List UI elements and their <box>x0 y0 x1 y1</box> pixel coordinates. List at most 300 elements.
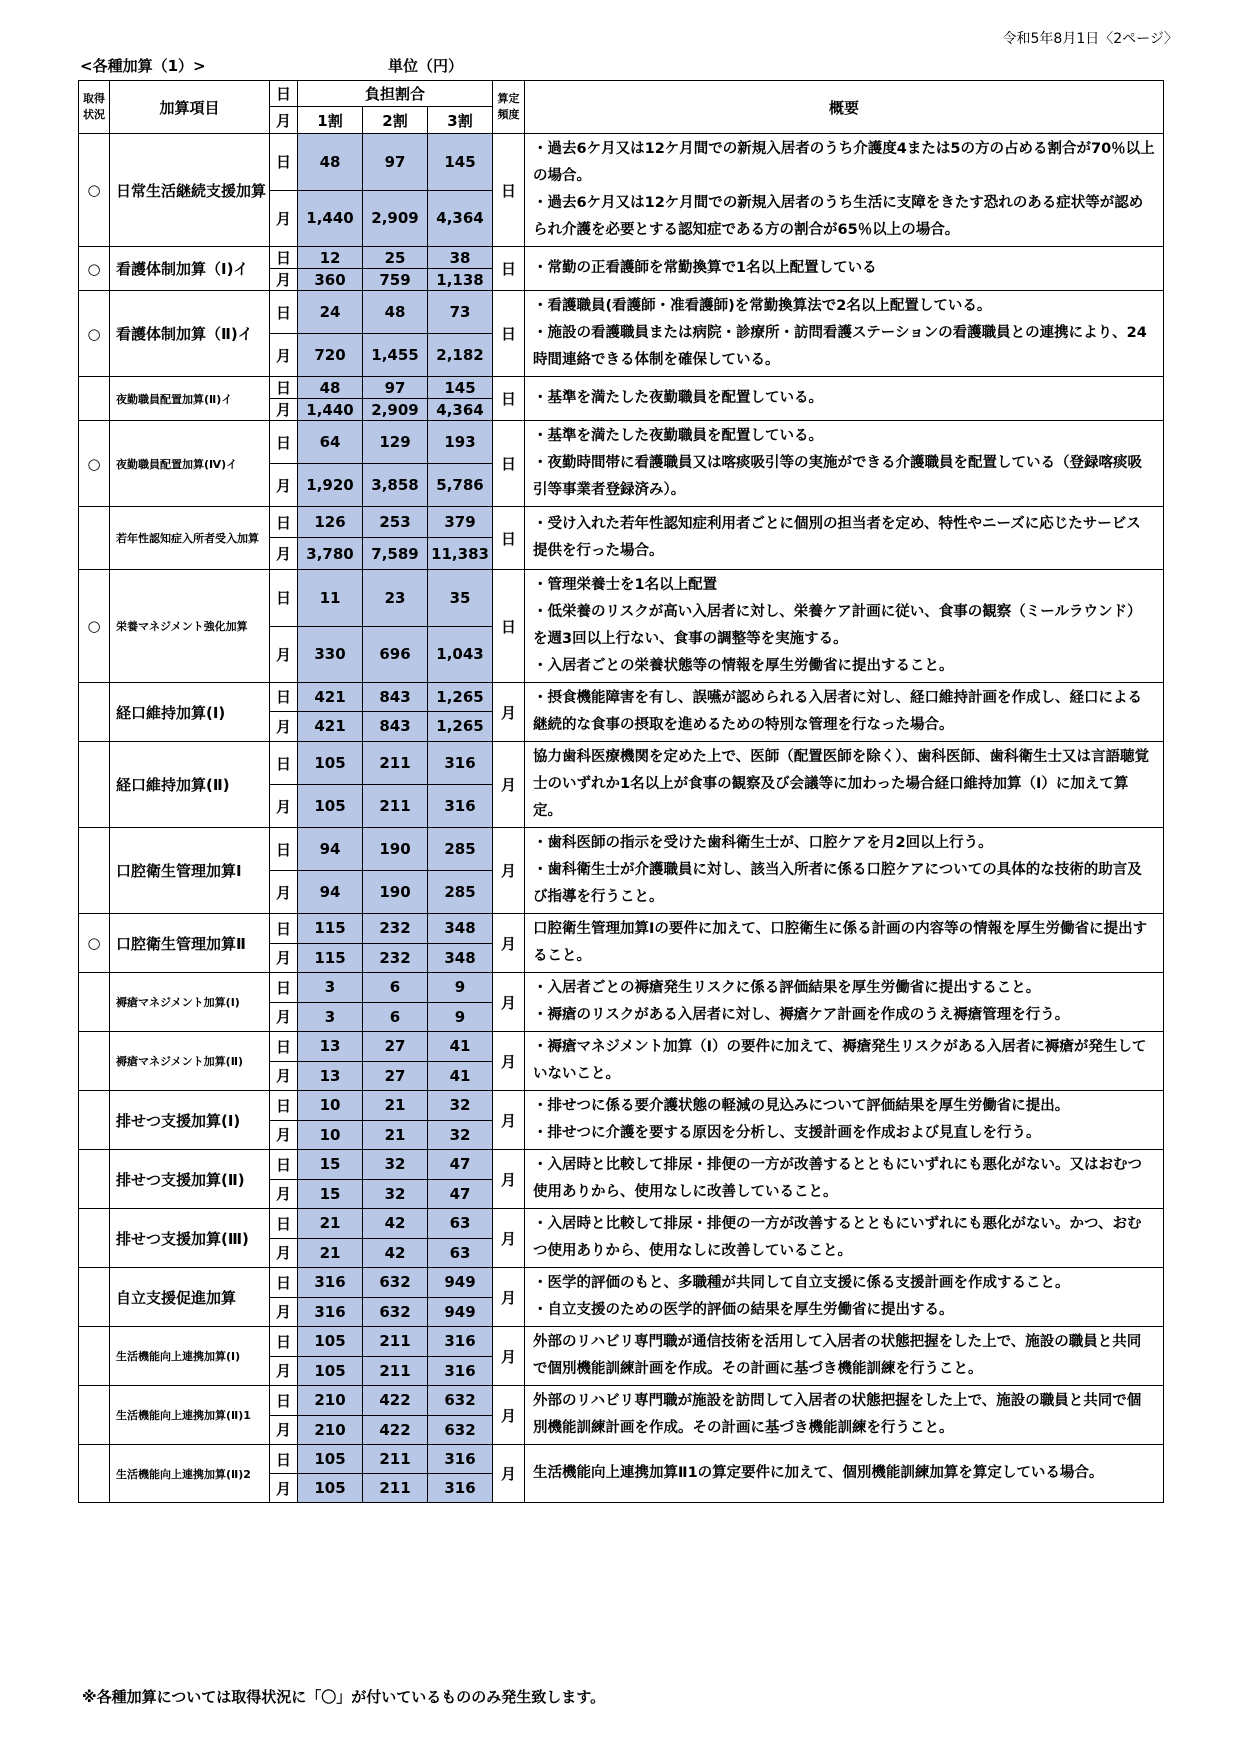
summary-line: ・入居者ごとの褥瘡発生リスクに係る評価結果を厚生労働省に提出すること。 <box>533 980 1041 996</box>
item-name: 自立支援促進加算 <box>110 1268 270 1327</box>
status-mark <box>79 1386 110 1445</box>
month-value: 211 <box>363 1356 428 1386</box>
summary-line: ・入居時と比較して排尿・排便の一方が改善するとともにいずれにも悪化がない。かつ、おむつ使用ありから、使用なしに改善していること。 <box>533 1216 1142 1259</box>
month-label: 月 <box>270 943 298 973</box>
day-label: 日 <box>270 828 298 871</box>
month-value: 316 <box>428 1474 493 1503</box>
table-row <box>79 1150 1164 1180</box>
day-value: 21 <box>298 1209 363 1239</box>
month-label: 月 <box>270 871 298 914</box>
day-value: 23 <box>363 570 428 627</box>
frequency: 月 <box>493 828 525 914</box>
status-mark <box>79 1445 110 1503</box>
month-value: 1,920 <box>298 464 363 507</box>
month-value: 843 <box>363 711 428 741</box>
item-name: 看護体制加算（Ⅰ)イ <box>110 247 270 291</box>
day-value: 232 <box>363 914 428 944</box>
month-label: 月 <box>270 1297 298 1327</box>
status-mark: ○ <box>79 421 110 507</box>
day-value: 145 <box>428 377 493 399</box>
day-label: 日 <box>270 1445 298 1474</box>
summary-cell <box>525 1150 1164 1209</box>
day-label: 日 <box>270 683 298 712</box>
frequency: 月 <box>493 683 525 742</box>
day-value: 316 <box>428 742 493 785</box>
unit-label: 単位（円） <box>388 57 464 75</box>
day-value: 3 <box>298 973 363 1003</box>
summary-line: ・過去6ケ月又は12ケ月間での新規入居者のうち生活に支障をきたす恐れのある症状等が認められ介護を必要とする認知症である方の割合が65％以上の場合。 <box>533 195 1144 238</box>
month-value: 4,364 <box>428 190 493 247</box>
table-row <box>79 828 1164 871</box>
day-value: 24 <box>298 291 363 334</box>
table-row <box>79 1209 1164 1239</box>
day-value: 115 <box>298 914 363 944</box>
day-value: 105 <box>298 1445 363 1474</box>
summary-line: ・入居時と比較して排尿・排便の一方が改善するとともにいずれにも悪化がない。又はおむつ使用ありから、使用なしに改善していること。 <box>533 1157 1143 1200</box>
status-mark <box>79 507 110 570</box>
summary-cell <box>525 507 1164 570</box>
day-value: 949 <box>428 1268 493 1298</box>
status-mark <box>79 1032 110 1091</box>
summary-line: 協力歯科医療機関を定めた上で、医師（配置医師を除く）、歯科医師、歯科衛生士又は言語聴覚士のいずれか1名以上が食事の観察及び会議等に加わった場合経口維持加算（Ⅰ）に加えて算定。 <box>533 749 1149 819</box>
summary-line: ・基準を満たした夜勤職員を配置している。 <box>533 428 824 444</box>
item-name: 口腔衛生管理加算Ⅰ <box>110 828 270 914</box>
month-value: 949 <box>428 1297 493 1327</box>
summary-cell <box>525 1032 1164 1091</box>
day-value: 210 <box>298 1386 363 1416</box>
header-r2: 2割 <box>363 107 428 134</box>
day-label: 日 <box>270 507 298 538</box>
table-row <box>79 291 1164 334</box>
month-value: 720 <box>298 334 363 377</box>
item-name: 看護体制加算（Ⅱ)イ <box>110 291 270 377</box>
day-value: 211 <box>363 1445 428 1474</box>
day-value: 94 <box>298 828 363 871</box>
month-value: 3,858 <box>363 464 428 507</box>
day-label: 日 <box>270 247 298 269</box>
summary-cell <box>525 421 1164 507</box>
day-value: 145 <box>428 134 493 191</box>
summary-line: ・基準を満たした夜勤職員を配置している。 <box>533 390 824 406</box>
month-value: 316 <box>428 1356 493 1386</box>
day-value: 48 <box>363 291 428 334</box>
day-value: 379 <box>428 507 493 538</box>
day-value: 97 <box>363 377 428 399</box>
frequency: 月 <box>493 1032 525 1091</box>
day-label: 日 <box>270 421 298 464</box>
month-value: 32 <box>363 1179 428 1209</box>
header-item: 加算項目 <box>110 81 270 134</box>
frequency: 月 <box>493 973 525 1032</box>
item-name: 日常生活継続支援加算 <box>110 134 270 247</box>
day-value: 422 <box>363 1386 428 1416</box>
status-mark <box>79 742 110 828</box>
month-value: 5,786 <box>428 464 493 507</box>
summary-cell <box>525 134 1164 247</box>
table-row <box>79 1386 1164 1416</box>
header-status: 取得状況 <box>79 81 110 134</box>
day-value: 21 <box>363 1091 428 1121</box>
day-value: 25 <box>363 247 428 269</box>
month-value: 632 <box>428 1415 493 1445</box>
month-label: 月 <box>270 1002 298 1032</box>
day-value: 105 <box>298 1327 363 1357</box>
month-value: 15 <box>298 1179 363 1209</box>
frequency: 日 <box>493 134 525 247</box>
summary-line: 生活機能向上連携加算Ⅱ1の算定要件に加えて、個別機能訓練加算を算定している場合。 <box>533 1465 1104 1481</box>
month-value: 94 <box>298 871 363 914</box>
day-value: 193 <box>428 421 493 464</box>
header-r3: 3割 <box>428 107 493 134</box>
month-value: 1,455 <box>363 334 428 377</box>
table-row <box>79 1445 1164 1474</box>
month-value: 105 <box>298 1474 363 1503</box>
item-name: 経口維持加算(Ⅰ) <box>110 683 270 742</box>
month-label: 月 <box>270 1415 298 1445</box>
day-value: 843 <box>363 683 428 712</box>
summary-line: ・歯科衛生士が介護職員に対し、該当入所者に係る口腔ケアについての具体的な技術的助言及び指導を行うこと。 <box>533 862 1142 905</box>
summary-line: ・歯科医師の指示を受けた歯科衛生士が、口腔ケアを月2回以上行う。 <box>533 835 993 851</box>
summary-cell <box>525 1268 1164 1327</box>
summary-cell <box>525 291 1164 377</box>
day-value: 105 <box>298 742 363 785</box>
summary-line: ・夜勤時間帯に看護職員又は喀痰吸引等の実施ができる介護職員を配置している（登録喀痰吸引等事業者登録済み）。 <box>533 455 1143 498</box>
day-label: 日 <box>270 742 298 785</box>
month-value: 632 <box>363 1297 428 1327</box>
frequency: 日 <box>493 291 525 377</box>
month-value: 348 <box>428 943 493 973</box>
month-value: 759 <box>363 269 428 291</box>
month-label: 月 <box>270 1179 298 1209</box>
table-row <box>79 421 1164 464</box>
day-label: 日 <box>270 1032 298 1062</box>
month-value: 210 <box>298 1415 363 1445</box>
table-row <box>79 377 1164 399</box>
summary-line: ・自立支援のための医学的評価の結果を厚生労働省に提出する。 <box>533 1302 954 1318</box>
month-value: 316 <box>298 1297 363 1327</box>
month-value: 4,364 <box>428 399 493 421</box>
day-value: 13 <box>298 1032 363 1062</box>
summary-cell <box>525 683 1164 742</box>
item-name: 排せつ支援加算(Ⅱ) <box>110 1150 270 1209</box>
summary-cell <box>525 247 1164 291</box>
header-summary: 概要 <box>525 81 1164 134</box>
month-value: 13 <box>298 1061 363 1091</box>
day-value: 38 <box>428 247 493 269</box>
day-value: 253 <box>363 507 428 538</box>
month-label: 月 <box>270 269 298 291</box>
header-month: 月 <box>270 107 298 134</box>
summary-line: ・看護職員(看護師・准看護師)を常勤換算法で2名以上配置している。 <box>533 298 992 314</box>
table-row <box>79 134 1164 191</box>
month-value: 211 <box>363 785 428 828</box>
day-value: 27 <box>363 1032 428 1062</box>
month-label: 月 <box>270 399 298 421</box>
table-row <box>79 973 1164 1003</box>
status-mark <box>79 1209 110 1268</box>
day-label: 日 <box>270 134 298 191</box>
table-row <box>79 914 1164 944</box>
month-value: 42 <box>363 1238 428 1268</box>
month-value: 32 <box>428 1120 493 1150</box>
month-value: 232 <box>363 943 428 973</box>
day-value: 10 <box>298 1091 363 1121</box>
month-label: 月 <box>270 711 298 741</box>
month-value: 2,909 <box>363 399 428 421</box>
item-name: 排せつ支援加算(Ⅲ) <box>110 1209 270 1268</box>
summary-line: ・褥瘡マネジメント加算（Ⅰ）の要件に加えて、褥瘡発生リスクがある入居者に褥瘡が発生していないこと。 <box>533 1039 1147 1082</box>
table-row <box>79 683 1164 712</box>
status-mark: ○ <box>79 247 110 291</box>
month-label: 月 <box>270 626 298 683</box>
month-value: 2,182 <box>428 334 493 377</box>
table-body <box>79 134 1164 1503</box>
month-value: 1,265 <box>428 711 493 741</box>
table-row <box>79 570 1164 627</box>
day-value: 32 <box>363 1150 428 1180</box>
day-label: 日 <box>270 1091 298 1121</box>
status-mark: ○ <box>79 134 110 247</box>
table-row <box>79 1032 1164 1062</box>
day-value: 41 <box>428 1032 493 1062</box>
day-value: 48 <box>298 377 363 399</box>
table-row <box>79 742 1164 785</box>
month-value: 316 <box>428 785 493 828</box>
month-value: 1,440 <box>298 190 363 247</box>
summary-cell <box>525 1445 1164 1503</box>
summary-cell <box>525 1209 1164 1268</box>
table-caption: <各種加算（1）> <box>80 57 206 75</box>
day-value: 11 <box>298 570 363 627</box>
month-value: 7,589 <box>363 538 428 570</box>
day-value: 632 <box>428 1386 493 1416</box>
day-value: 63 <box>428 1209 493 1239</box>
month-value: 422 <box>363 1415 428 1445</box>
item-name: 褥瘡マネジメント加算(Ⅰ) <box>110 973 270 1032</box>
day-value: 129 <box>363 421 428 464</box>
day-label: 日 <box>270 1268 298 1298</box>
month-label: 月 <box>270 1356 298 1386</box>
table-row <box>79 247 1164 269</box>
footnote: ※各種加算については取得状況に「〇」が付いているもののみ発生致します。 <box>82 1688 606 1706</box>
month-value: 190 <box>363 871 428 914</box>
day-value: 316 <box>428 1327 493 1357</box>
day-label: 日 <box>270 1209 298 1239</box>
item-name: 若年性認知症入所者受入加算 <box>110 507 270 570</box>
day-value: 73 <box>428 291 493 334</box>
frequency: 日 <box>493 570 525 683</box>
summary-cell <box>525 1327 1164 1386</box>
item-name: 生活機能向上連携加算(Ⅱ)1 <box>110 1386 270 1445</box>
frequency: 月 <box>493 1209 525 1268</box>
frequency: 月 <box>493 914 525 973</box>
summary-line: ・管理栄養士を1名以上配置 <box>533 577 718 593</box>
month-value: 211 <box>363 1474 428 1503</box>
summary-cell <box>525 973 1164 1032</box>
month-value: 21 <box>298 1238 363 1268</box>
month-value: 3 <box>298 1002 363 1032</box>
summary-line: ・排せつに介護を要する原因を分析し、支援計画を作成および見直しを行う。 <box>533 1125 1041 1141</box>
item-name: 生活機能向上連携加算(Ⅱ)2 <box>110 1445 270 1503</box>
month-label: 月 <box>270 464 298 507</box>
day-value: 316 <box>428 1445 493 1474</box>
item-name: 栄養マネジメント強化加算 <box>110 570 270 683</box>
summary-line: ・低栄養のリスクが高い入居者に対し、栄養ケア計画に従い、食事の観察（ミールラウンド）を週3回以上行ない、食事の調整等を実施する。 <box>533 604 1142 647</box>
frequency: 月 <box>493 1268 525 1327</box>
header-r1: 1割 <box>298 107 363 134</box>
day-value: 190 <box>363 828 428 871</box>
month-value: 10 <box>298 1120 363 1150</box>
item-name: 口腔衛生管理加算Ⅱ <box>110 914 270 973</box>
summary-line: ・排せつに係る要介護状態の軽減の見込みについて評価結果を厚生労働省に提出。 <box>533 1098 1070 1114</box>
item-name: 褥瘡マネジメント加算(Ⅱ) <box>110 1032 270 1091</box>
month-label: 月 <box>270 1238 298 1268</box>
day-value: 42 <box>363 1209 428 1239</box>
month-value: 696 <box>363 626 428 683</box>
month-value: 421 <box>298 711 363 741</box>
month-value: 11,383 <box>428 538 493 570</box>
month-value: 105 <box>298 785 363 828</box>
day-value: 285 <box>428 828 493 871</box>
summary-cell <box>525 570 1164 683</box>
status-mark <box>79 1150 110 1209</box>
summary-line: ・摂食機能障害を有し、誤嚥が認められる入居者に対し、経口維持計画を作成し、経口による継続的な食事の摂取を進めるための特別な管理を行なった場合。 <box>533 690 1143 733</box>
day-value: 9 <box>428 973 493 1003</box>
summary-cell <box>525 742 1164 828</box>
month-label: 月 <box>270 334 298 377</box>
summary-line: ・入居者ごとの栄養状態等の情報を厚生労働省に提出すること。 <box>533 658 954 674</box>
header-day: 日 <box>270 81 298 107</box>
summary-cell <box>525 1386 1164 1445</box>
month-label: 月 <box>270 1474 298 1503</box>
month-value: 2,909 <box>363 190 428 247</box>
day-value: 15 <box>298 1150 363 1180</box>
summary-line: 外部のリハビリ専門職が通信技術を活用して入居者の状態把握をした上で、施設の職員と共同で個別機能訓練計画を作成。その計画に基づき機能訓練を行うこと。 <box>533 1334 1142 1377</box>
table-row <box>79 1268 1164 1298</box>
summary-line: ・施設の看護職員または病院・診療所・訪問看護ステーションの看護職員との連携により、24時間連絡できる体制を確保している。 <box>533 325 1147 368</box>
day-label: 日 <box>270 914 298 944</box>
table-row <box>79 1327 1164 1357</box>
month-label: 月 <box>270 785 298 828</box>
day-value: 64 <box>298 421 363 464</box>
status-mark <box>79 683 110 742</box>
day-value: 348 <box>428 914 493 944</box>
summary-line: ・過去6ケ月又は12ケ月間での新規入居者のうち介護度4または5の方の占める割合が70％以上の場合。 <box>533 141 1155 184</box>
status-mark <box>79 973 110 1032</box>
month-value: 41 <box>428 1061 493 1091</box>
item-name: 夜勤職員配置加算(Ⅳ)イ <box>110 421 270 507</box>
item-name: 経口維持加算(Ⅱ) <box>110 742 270 828</box>
frequency: 月 <box>493 1150 525 1209</box>
month-label: 月 <box>270 190 298 247</box>
table-row <box>79 507 1164 538</box>
day-value: 47 <box>428 1150 493 1180</box>
header-freq: 算定頻度 <box>493 81 525 134</box>
summary-line: ・医学的評価のもと、多職種が共同して自立支援に係る支援計画を作成すること。 <box>533 1275 1070 1291</box>
day-value: 211 <box>363 742 428 785</box>
day-value: 48 <box>298 134 363 191</box>
summary-line: 口腔衛生管理加算Ⅰの要件に加えて、口腔衛生に係る計画の内容等の情報を厚生労働省に提出すること。 <box>533 921 1148 964</box>
month-value: 47 <box>428 1179 493 1209</box>
summary-cell <box>525 377 1164 421</box>
day-label: 日 <box>270 973 298 1003</box>
day-label: 日 <box>270 570 298 627</box>
table-row <box>79 1091 1164 1121</box>
month-value: 63 <box>428 1238 493 1268</box>
status-mark: ○ <box>79 291 110 377</box>
summary-line: 外部のリハビリ専門職が施設を訪問して入居者の状態把握をした上で、施設の職員と共同で個別機能訓練計画を作成。その計画に基づき機能訓練を行うこと。 <box>533 1393 1142 1436</box>
day-value: 6 <box>363 973 428 1003</box>
frequency: 月 <box>493 1327 525 1386</box>
summary-line: ・常勤の正看護師を常勤換算で1名以上配置している <box>533 260 877 276</box>
summary-line: ・褥瘡のリスクがある入居者に対し、褥瘡ケア計画を作成のうえ褥瘡管理を行う。 <box>533 1007 1070 1023</box>
frequency: 日 <box>493 421 525 507</box>
month-value: 360 <box>298 269 363 291</box>
month-label: 月 <box>270 1061 298 1091</box>
day-value: 12 <box>298 247 363 269</box>
status-mark <box>79 377 110 421</box>
frequency: 月 <box>493 1445 525 1503</box>
frequency: 日 <box>493 507 525 570</box>
frequency: 日 <box>493 247 525 291</box>
document-date: 令和5年8月1日〈2ページ〉 <box>1002 31 1178 47</box>
day-value: 35 <box>428 570 493 627</box>
month-value: 9 <box>428 1002 493 1032</box>
item-name: 生活機能向上連携加算(Ⅰ) <box>110 1327 270 1386</box>
day-value: 126 <box>298 507 363 538</box>
frequency: 日 <box>493 377 525 421</box>
day-value: 97 <box>363 134 428 191</box>
status-mark <box>79 1091 110 1150</box>
day-value: 421 <box>298 683 363 712</box>
month-value: 330 <box>298 626 363 683</box>
day-value: 32 <box>428 1091 493 1121</box>
month-value: 105 <box>298 1356 363 1386</box>
day-label: 日 <box>270 377 298 399</box>
month-value: 27 <box>363 1061 428 1091</box>
month-value: 285 <box>428 871 493 914</box>
day-label: 日 <box>270 1327 298 1357</box>
item-name: 夜勤職員配置加算(Ⅱ)イ <box>110 377 270 421</box>
month-value: 3,780 <box>298 538 363 570</box>
month-value: 21 <box>363 1120 428 1150</box>
summary-cell <box>525 914 1164 973</box>
month-label: 月 <box>270 538 298 570</box>
day-label: 日 <box>270 291 298 334</box>
day-value: 632 <box>363 1268 428 1298</box>
status-mark <box>79 828 110 914</box>
day-label: 日 <box>270 1150 298 1180</box>
day-value: 1,265 <box>428 683 493 712</box>
month-value: 6 <box>363 1002 428 1032</box>
day-value: 211 <box>363 1327 428 1357</box>
status-mark <box>79 1268 110 1327</box>
status-mark <box>79 1327 110 1386</box>
summary-cell <box>525 1091 1164 1150</box>
month-value: 115 <box>298 943 363 973</box>
summary-line: ・受け入れた若年性認知症利用者ごとに個別の担当者を定め、特性やニーズに応じたサービス提供を行った場合。 <box>533 516 1141 559</box>
frequency: 月 <box>493 742 525 828</box>
summary-cell <box>525 828 1164 914</box>
header-burden: 負担割合 <box>298 81 493 107</box>
day-value: 316 <box>298 1268 363 1298</box>
month-label: 月 <box>270 1120 298 1150</box>
item-name: 排せつ支援加算(Ⅰ) <box>110 1091 270 1150</box>
month-value: 1,440 <box>298 399 363 421</box>
month-value: 1,138 <box>428 269 493 291</box>
day-label: 日 <box>270 1386 298 1416</box>
frequency: 月 <box>493 1386 525 1445</box>
